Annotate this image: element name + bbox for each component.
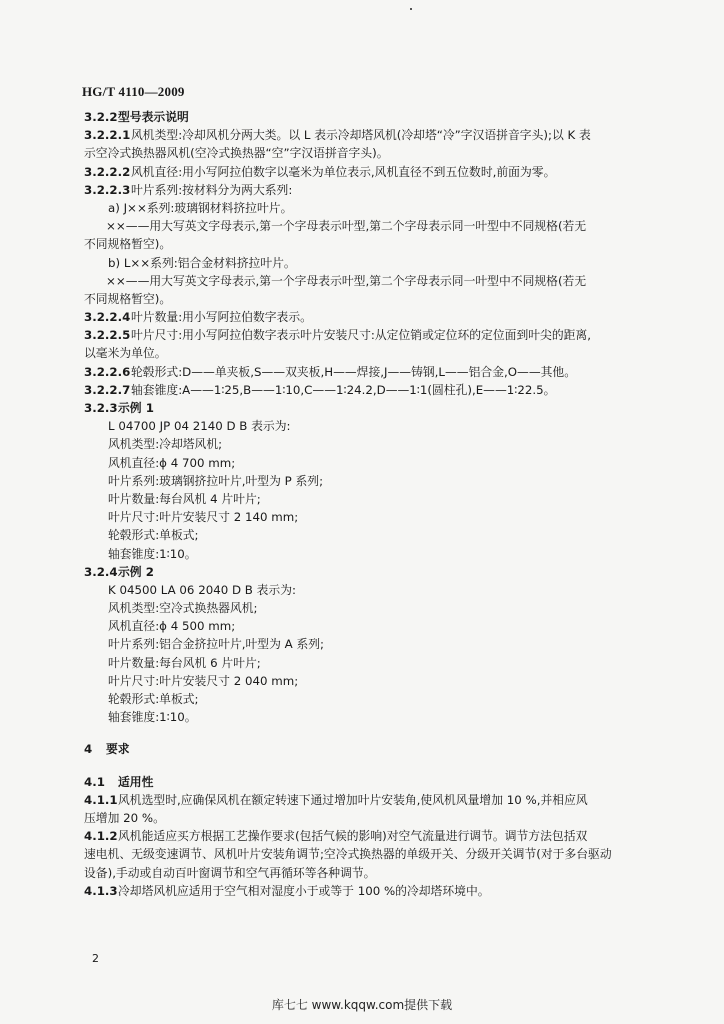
example-line: 轴套锥度:1∶10。 xyxy=(108,546,197,561)
list-item-a-desc: ××——用大写英文字母表示,第一个字母表示叶型,第二个字母表示同一叶型中不同规格(若无 xyxy=(106,219,587,234)
example-line: 风机直径:ϕ 4 700 mm; xyxy=(108,455,236,470)
example-line: 风机直径:ϕ 4 500 mm; xyxy=(108,619,236,634)
list-item-a: a) J××系列:玻璃钢材料挤拉叶片。 xyxy=(108,200,293,215)
clause-3.2.2.5: 3.2.2.5叶片尺寸:用小写阿拉伯数字表示叶片安装尺寸:从定位销或定位环的定位面到叶尖的距离, xyxy=(84,328,591,343)
list-item-b-desc: ××——用大写英文字母表示,第一个字母表示叶型,第二个字母表示同一叶型中不同规格(若无 xyxy=(106,273,587,288)
spacer xyxy=(84,726,654,740)
chapter-4-heading: 4 要求 xyxy=(84,742,130,757)
example-line: 轮毂形式:单板式; xyxy=(108,692,199,706)
section-4.1-heading: 4.1 适用性 xyxy=(84,774,154,789)
clause-3.2.2.3: 3.2.2.3叶片系列:按材料分为两大系列: xyxy=(84,182,293,197)
clause-text: 速电机、无级变速调节、风机叶片安装角调节;空冷式换热器的单级开关、分级开关调节(对于多台驱动 xyxy=(84,847,612,862)
example-line: 叶片系列:铝合金挤拉叶片,叶型为 A 系列; xyxy=(108,637,325,652)
clause-text: 设备),手动或自动百叶窗调节和空气再循环等各种调节。 xyxy=(84,865,376,880)
example-line: 轮毂形式:单板式; xyxy=(108,528,199,543)
spacer xyxy=(84,759,654,773)
example-line: 叶片数量:每台风机 6 片叶片; xyxy=(108,655,261,670)
clause-4.1.3: 4.1.3冷却塔风机应适用于空气相对湿度小于或等于 100 %的冷却塔环境中。 xyxy=(84,883,490,898)
list-item-b-desc-cont: 不同规格暂空)。 xyxy=(84,291,172,306)
scan-dot xyxy=(410,8,412,10)
example-line: 风机类型:空冷式换热器风机; xyxy=(108,601,258,616)
example-line: 轴套锥度:1∶10。 xyxy=(108,710,197,725)
list-item-a-desc-cont: 不同规格暂空)。 xyxy=(84,237,172,252)
example-2-heading: 3.2.4示例 2 xyxy=(84,564,154,579)
example-line: 叶片尺寸:叶片安装尺寸 2 140 mm; xyxy=(108,510,299,525)
document-body xyxy=(84,108,654,900)
list-item-b: b) L××系列:铝合金材料挤拉叶片。 xyxy=(108,255,296,270)
example-line: K 04500 LA 06 2040 D B 表示为: xyxy=(108,582,297,597)
example-line: 叶片数量:每台风机 4 片叶片; xyxy=(108,491,261,506)
example-line: 叶片尺寸:叶片安装尺寸 2 040 mm; xyxy=(108,673,299,688)
example-1-heading: 3.2.3示例 1 xyxy=(84,401,154,415)
clause-3.2.2.7: 3.2.2.7轴套锥度:A——1∶25,B——1∶10,C——1∶24.2,D——1∶1(圆柱孔),E——1∶22.5。 xyxy=(84,382,556,397)
example-line: 叶片系列:玻璃钢挤拉叶片,叶型为 P 系列; xyxy=(108,473,324,488)
clause-4.1.1: 4.1.1风机选型时,应确保风机在额定转速下通过增加叶片安装角,使风机风量增加 10 %,并相应风 xyxy=(84,792,588,807)
clause-text: 以毫米为单位。 xyxy=(84,346,167,361)
clause-3.2.2.2: 3.2.2.2风机直径:用小写阿拉伯数字以毫米为单位表示,风机直径不到五位数时,前面为零。 xyxy=(84,164,556,179)
clause-text: 示空冷式换热器风机(空冷式换热器“空”字汉语拼音字头)。 xyxy=(84,146,389,161)
example-line: L 04700 JP 04 2140 D B 表示为: xyxy=(108,419,291,434)
clause-text: 压增加 20 %。 xyxy=(84,810,165,825)
footer-watermark: 库七七 www.kqqw.com提供下载 xyxy=(271,998,453,1012)
standard-code: HG/T 4110—2009 xyxy=(82,84,185,99)
example-line: 风机类型:冷却塔风机; xyxy=(108,437,223,452)
page-number: 2 xyxy=(92,952,99,965)
clause-4.1.2: 4.1.2风机能适应买方根据工艺操作要求(包括气候的影响)对空气流量进行调节。调节方法包括双 xyxy=(84,829,588,844)
section-heading: 3.2.2型号表示说明 xyxy=(84,110,189,124)
clause-3.2.2.1: 3.2.2.1风机类型:冷却风机分两大类。以 L 表示冷却塔风机(冷却塔“冷”字汉语拼音字头);以 K 表 xyxy=(84,128,591,143)
clause-3.2.2.6: 3.2.2.6轮毂形式:D——单夹板,S——双夹板,H——焊接,J——铸钢,L——铝合金,O——其他。 xyxy=(84,364,577,379)
clause-3.2.2.4: 3.2.2.4叶片数量:用小写阿拉伯数字表示。 xyxy=(84,310,312,325)
